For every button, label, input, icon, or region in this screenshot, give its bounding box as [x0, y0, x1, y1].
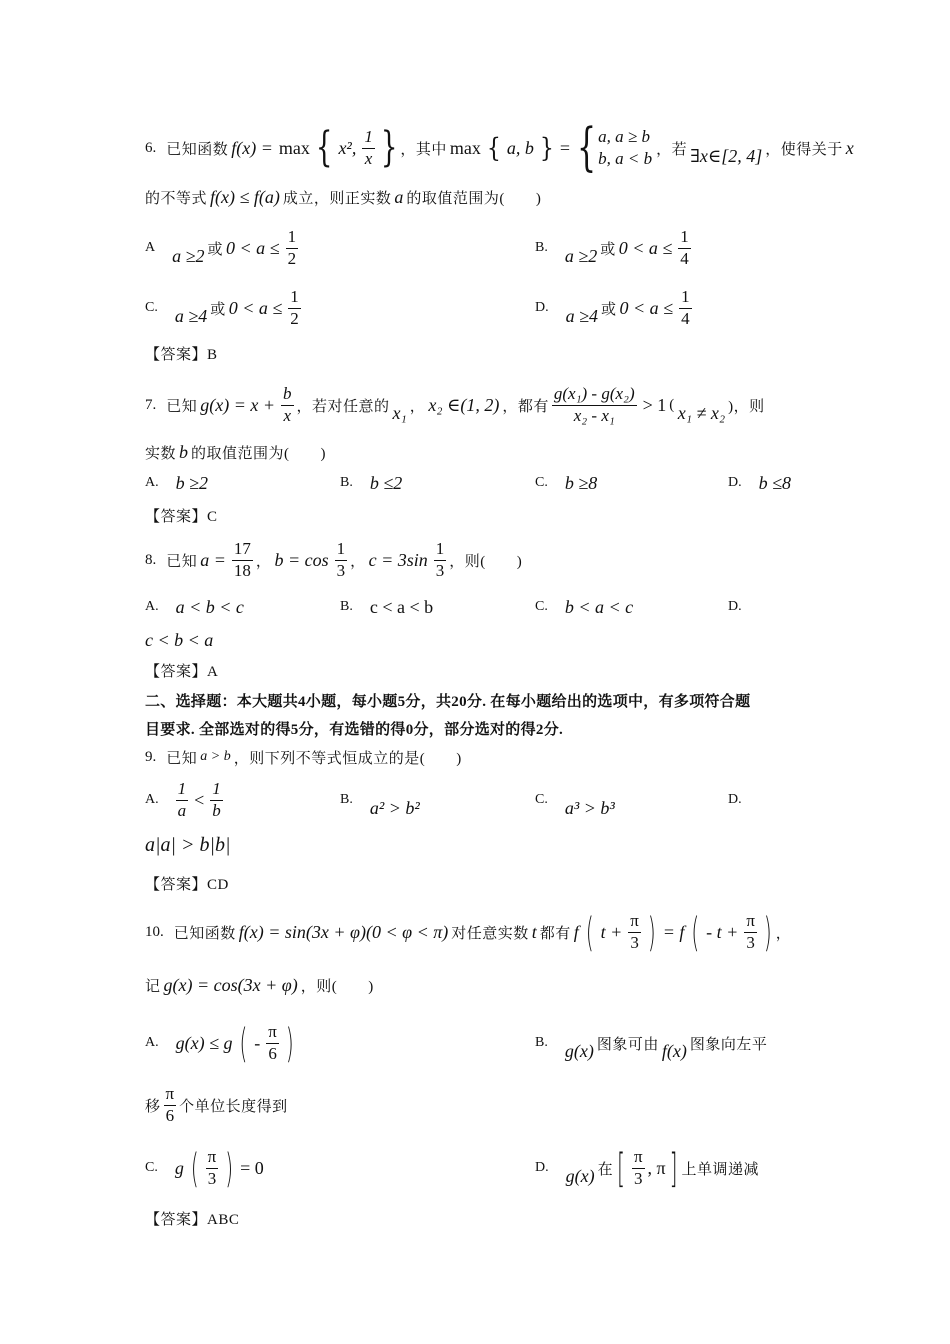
stem-text: ，则( )	[300, 978, 374, 995]
option-math: a² > b²	[369, 797, 420, 818]
stem-text: )，则	[728, 398, 765, 415]
option-label: C.	[535, 475, 548, 490]
q6-options-row-1	[0, 223, 950, 273]
question-number: 10.	[145, 923, 164, 940]
fraction-1-over-b	[210, 780, 223, 820]
math-c-definition: c = 3sin	[368, 549, 428, 570]
math-argument: t +	[600, 921, 623, 942]
numerator: π	[744, 912, 757, 933]
question-number: 6.	[145, 139, 157, 156]
denominator: 3	[746, 932, 755, 952]
numerator: g(x₁) - g(x₂)	[552, 385, 637, 406]
stem-text: ，使得关于	[765, 141, 843, 158]
numerator: π	[206, 1148, 219, 1169]
right-brace: }	[380, 124, 398, 172]
q7-option-c	[535, 458, 600, 508]
math-b-definition: b = cos	[274, 549, 329, 570]
q9-options-row	[0, 775, 950, 825]
denominator: 2	[290, 308, 299, 328]
denominator: 2	[287, 248, 297, 268]
fraction-17-over-18	[232, 540, 253, 580]
math-f-definition: f(x) = sin(3x + φ)(0 < φ < π)	[238, 921, 449, 942]
option-label: D.	[728, 792, 742, 807]
option-math: 0 < a ≤	[226, 237, 280, 258]
fraction-1-over-3	[434, 540, 447, 580]
question-number: 7.	[145, 396, 157, 413]
stem-text: 已知函数	[173, 925, 236, 942]
q8-line-1	[145, 535, 522, 585]
numerator: π	[632, 1148, 645, 1169]
q6-option-b	[535, 223, 694, 273]
left-paren: (	[585, 908, 594, 956]
q9-option-d	[728, 775, 756, 825]
q7-option-b	[340, 458, 405, 508]
stem-text: ，	[775, 925, 792, 942]
stem-text: 已知	[166, 553, 198, 570]
option-text: 图象可由	[596, 1036, 659, 1053]
case-1: a, a ≥ b	[598, 126, 650, 146]
numerator: 1	[176, 780, 189, 801]
numerator: 1	[678, 228, 691, 249]
q6-option-c	[145, 283, 304, 333]
option-label: B.	[535, 240, 548, 255]
q7-options-row	[0, 458, 950, 508]
option-math: a ≥2	[564, 245, 598, 266]
answer-text: 【答案】A	[145, 663, 219, 680]
option-label: B.	[535, 1035, 548, 1050]
stem-text: 记	[145, 978, 161, 995]
q6-answer	[145, 328, 218, 378]
q8-option-b	[340, 582, 436, 632]
question-number: 8.	[145, 551, 157, 568]
right-brace: }	[539, 133, 554, 163]
option-math: g(x)	[565, 1165, 595, 1186]
numerator: b	[281, 385, 294, 406]
answer-text: 【答案】B	[145, 346, 218, 363]
option-math: a ≥4	[174, 305, 208, 326]
denominator: b	[212, 800, 221, 820]
option-label: D.	[535, 300, 549, 315]
stem-text: ，则( )	[449, 553, 523, 570]
numerator: 1	[288, 288, 301, 309]
math-x1: x₁	[392, 402, 407, 423]
numerator: 1	[362, 128, 375, 149]
option-label: A.	[145, 599, 159, 614]
left-brace: {	[486, 133, 501, 163]
denominator: 18	[233, 560, 251, 580]
q8-options-row	[0, 582, 950, 632]
fraction-pi-over-6	[164, 1085, 177, 1125]
math-f: f	[573, 921, 579, 942]
option-math: g	[174, 1157, 184, 1178]
option-math: 0 < a ≤	[618, 237, 673, 258]
stem-text: (	[669, 396, 675, 413]
option-label: A	[145, 240, 156, 255]
math-condition: a > b	[200, 749, 231, 764]
case-2: b, a < b	[598, 149, 653, 168]
denominator: a	[177, 800, 187, 820]
option-text: 个单位长度得到	[179, 1098, 288, 1115]
option-label: C.	[535, 599, 548, 614]
left-bracket: [	[617, 1144, 625, 1192]
option-math: a < b < c	[175, 596, 244, 617]
option-math: b ≥2	[175, 472, 209, 493]
left-paren: (	[190, 1144, 199, 1192]
right-bracket: ]	[669, 1144, 678, 1192]
piecewise-definition	[573, 118, 656, 178]
math-a-definition: a =	[200, 549, 226, 570]
math-g-definition: g(x) = cos(3x + φ)	[163, 974, 298, 995]
q6-line-1	[145, 118, 857, 178]
math-x2-range: x₂ ∈(1, 2)	[428, 394, 500, 415]
math-x: x	[845, 137, 854, 158]
option-label: C.	[535, 792, 548, 807]
numerator: π	[164, 1085, 177, 1106]
stem-text: ，则下列不等式恒成立的是( )	[233, 750, 462, 767]
option-label: B.	[340, 792, 353, 807]
fraction-pi-over-3	[744, 912, 757, 952]
math-inequality: f(x) ≤ f(a)	[210, 186, 280, 207]
fraction-1-over-x	[362, 128, 375, 168]
option-label: A.	[145, 1035, 159, 1050]
math-f-definition: f(x) =	[231, 137, 273, 158]
q9-option-a	[145, 775, 226, 825]
q6-option-a	[145, 223, 301, 273]
math-max: max	[449, 137, 481, 158]
option-math: b ≤8	[758, 472, 792, 493]
math-b: b	[179, 441, 189, 462]
option-label: C.	[145, 300, 158, 315]
option-fraction	[679, 288, 692, 328]
math-comma-pi: , π	[647, 1157, 666, 1178]
math-equals-f: = f	[662, 921, 685, 942]
question-number: 9.	[145, 748, 157, 765]
fraction-b-over-x	[281, 385, 294, 425]
stem-text: 已知	[166, 750, 198, 767]
q10-option-b	[535, 1018, 767, 1068]
q8-option-d	[728, 582, 756, 632]
option-label: D.	[728, 599, 742, 614]
q8-option-c	[535, 582, 636, 632]
option-math: a ≥2	[172, 245, 205, 266]
option-fraction	[678, 228, 691, 268]
denominator: 6	[165, 1105, 175, 1125]
denominator: 4	[681, 308, 690, 328]
right-paren: )	[647, 908, 656, 956]
math-equals: =	[559, 137, 571, 158]
section-heading: 二、选择题：本大题共4小题，每小题5分，共20分. 在每小题给出的选项中，有多项符合题	[145, 693, 751, 710]
option-math: b ≥8	[564, 472, 598, 493]
fraction-1-over-3	[335, 540, 348, 580]
left-brace: {	[315, 124, 333, 172]
numerator: 17	[232, 540, 253, 561]
right-paren: )	[285, 1019, 294, 1067]
denominator: x	[364, 148, 373, 168]
option-label: D.	[728, 475, 742, 490]
q10-line-2	[145, 960, 374, 1010]
fraction-pi-over-6	[266, 1023, 279, 1063]
option-text: 移	[145, 1098, 161, 1115]
stem-text: 都有	[539, 925, 571, 942]
q6-line-2	[145, 172, 541, 222]
piecewise-brace: {	[577, 118, 597, 178]
stem-text: 已知	[166, 398, 198, 415]
math-greater-than-1: > 1	[642, 394, 667, 415]
q10-options-row-2	[0, 1143, 950, 1193]
numerator: π	[266, 1023, 279, 1044]
numerator: 1	[679, 288, 692, 309]
q7-option-d	[728, 458, 794, 508]
option-math: 0 < a ≤	[228, 297, 283, 318]
option-label: B.	[340, 599, 353, 614]
option-math: f(x)	[661, 1040, 687, 1061]
q6-options-row-2	[0, 283, 950, 333]
q6-option-d	[535, 283, 695, 333]
stem-text: 的不等式	[145, 190, 208, 207]
math-condition: x₁ ≠ x₂	[677, 402, 726, 423]
answer-text: 【答案】CD	[145, 876, 229, 893]
denominator: 3	[435, 560, 445, 580]
math-t: t	[531, 921, 537, 942]
option-math: c < b < a	[145, 629, 214, 650]
stem-text: ，都有	[502, 398, 549, 415]
option-fraction	[286, 228, 299, 268]
q10-options-row-1	[0, 1018, 950, 1068]
stem-text: 的取值范围为( )	[191, 445, 327, 462]
denominator: 3	[633, 1168, 643, 1188]
numerator: 1	[210, 780, 223, 801]
right-paren: )	[763, 908, 772, 956]
fraction-difference-quotient	[552, 385, 637, 425]
stem-text: ，若对任意的	[296, 398, 390, 415]
answer-text: 【答案】C	[145, 508, 218, 525]
option-or: 或	[207, 241, 224, 258]
numerator: π	[628, 912, 641, 933]
stem-text: 对任意实数	[451, 925, 529, 942]
answer-text: 【答案】ABC	[145, 1211, 240, 1228]
numerator: 1	[434, 540, 447, 561]
numerator: 1	[286, 228, 299, 249]
option-math: a ≥4	[565, 305, 599, 326]
option-label: D.	[535, 1160, 549, 1175]
fraction-pi-over-3	[632, 1148, 645, 1188]
right-paren: )	[225, 1144, 234, 1192]
stem-text: ，若	[656, 141, 688, 158]
section-heading: 目要求. 全部选对的得5分，有选错的得0分，部分选对的得2分.	[145, 721, 564, 738]
option-or: 或	[210, 301, 226, 318]
stem-text: ，其中	[400, 141, 447, 158]
q9-option-c	[535, 775, 618, 825]
denominator: 4	[680, 248, 689, 268]
stem-text: ，	[255, 553, 272, 570]
math-less-than: <	[194, 789, 205, 810]
q10-answer	[145, 1193, 239, 1243]
denominator: x	[283, 405, 292, 425]
math-a-b: a, b	[506, 137, 534, 158]
math-minus: -	[254, 1032, 261, 1053]
stem-text: 成立，则正实数	[282, 190, 392, 207]
fraction-1-over-a	[176, 780, 189, 820]
stem-text: 实数	[145, 445, 177, 462]
option-math: a³ > b³	[564, 797, 615, 818]
left-paren: (	[239, 1019, 248, 1067]
math-equals-zero: = 0	[240, 1157, 264, 1178]
math-max: max	[278, 137, 310, 158]
q9-answer	[145, 858, 229, 908]
stem-text: ，	[409, 398, 426, 415]
q10-option-a	[145, 1018, 298, 1068]
stem-text: 的取值范围为( )	[406, 190, 542, 207]
q7-line-1	[145, 380, 765, 430]
denominator: 3	[207, 1168, 217, 1188]
denominator: x₂ - x₁	[573, 405, 615, 425]
option-math: a|a| > b|b|	[145, 833, 231, 856]
option-or: 或	[600, 241, 616, 258]
q10-option-c	[145, 1143, 267, 1193]
fraction-pi-over-3	[206, 1148, 219, 1188]
option-text: 图象向左平	[689, 1036, 768, 1053]
numerator: 1	[335, 540, 348, 561]
option-label: A.	[145, 792, 159, 807]
q7-answer	[145, 490, 218, 540]
option-math: 0 < a ≤	[619, 297, 674, 318]
option-label: A.	[145, 475, 159, 490]
q10-line-1	[145, 907, 791, 957]
piecewise-cases	[598, 126, 652, 170]
math-argument: - t +	[706, 921, 739, 942]
denominator: 3	[630, 932, 639, 952]
q9-option-b	[340, 775, 423, 825]
fraction-pi-over-3	[628, 912, 641, 952]
option-math: c < a < b	[369, 596, 434, 617]
math-g-definition: g(x) = x +	[200, 394, 276, 415]
option-math: b ≤2	[369, 472, 403, 493]
option-or: 或	[601, 301, 617, 318]
option-text: 在	[597, 1161, 614, 1178]
denominator: 6	[268, 1043, 277, 1063]
left-paren: (	[691, 908, 700, 956]
option-label: C.	[145, 1160, 158, 1175]
denominator: 3	[336, 560, 346, 580]
math-a: a	[394, 186, 404, 207]
option-math: g(x)	[564, 1040, 594, 1061]
option-math: g(x) ≤ g	[175, 1032, 233, 1053]
q10-option-d	[535, 1143, 759, 1193]
option-math: b < a < c	[564, 596, 634, 617]
stem-text: ，	[350, 553, 366, 570]
option-fraction	[288, 288, 301, 328]
math-exists: ∃x∈[2, 4]	[690, 145, 763, 166]
math-x-squared: x²,	[338, 137, 357, 158]
q10-option-b-continuation	[145, 1080, 288, 1130]
option-label: B.	[340, 475, 353, 490]
stem-text: 已知函数	[166, 141, 229, 158]
option-text: 上单调递减	[681, 1161, 759, 1178]
